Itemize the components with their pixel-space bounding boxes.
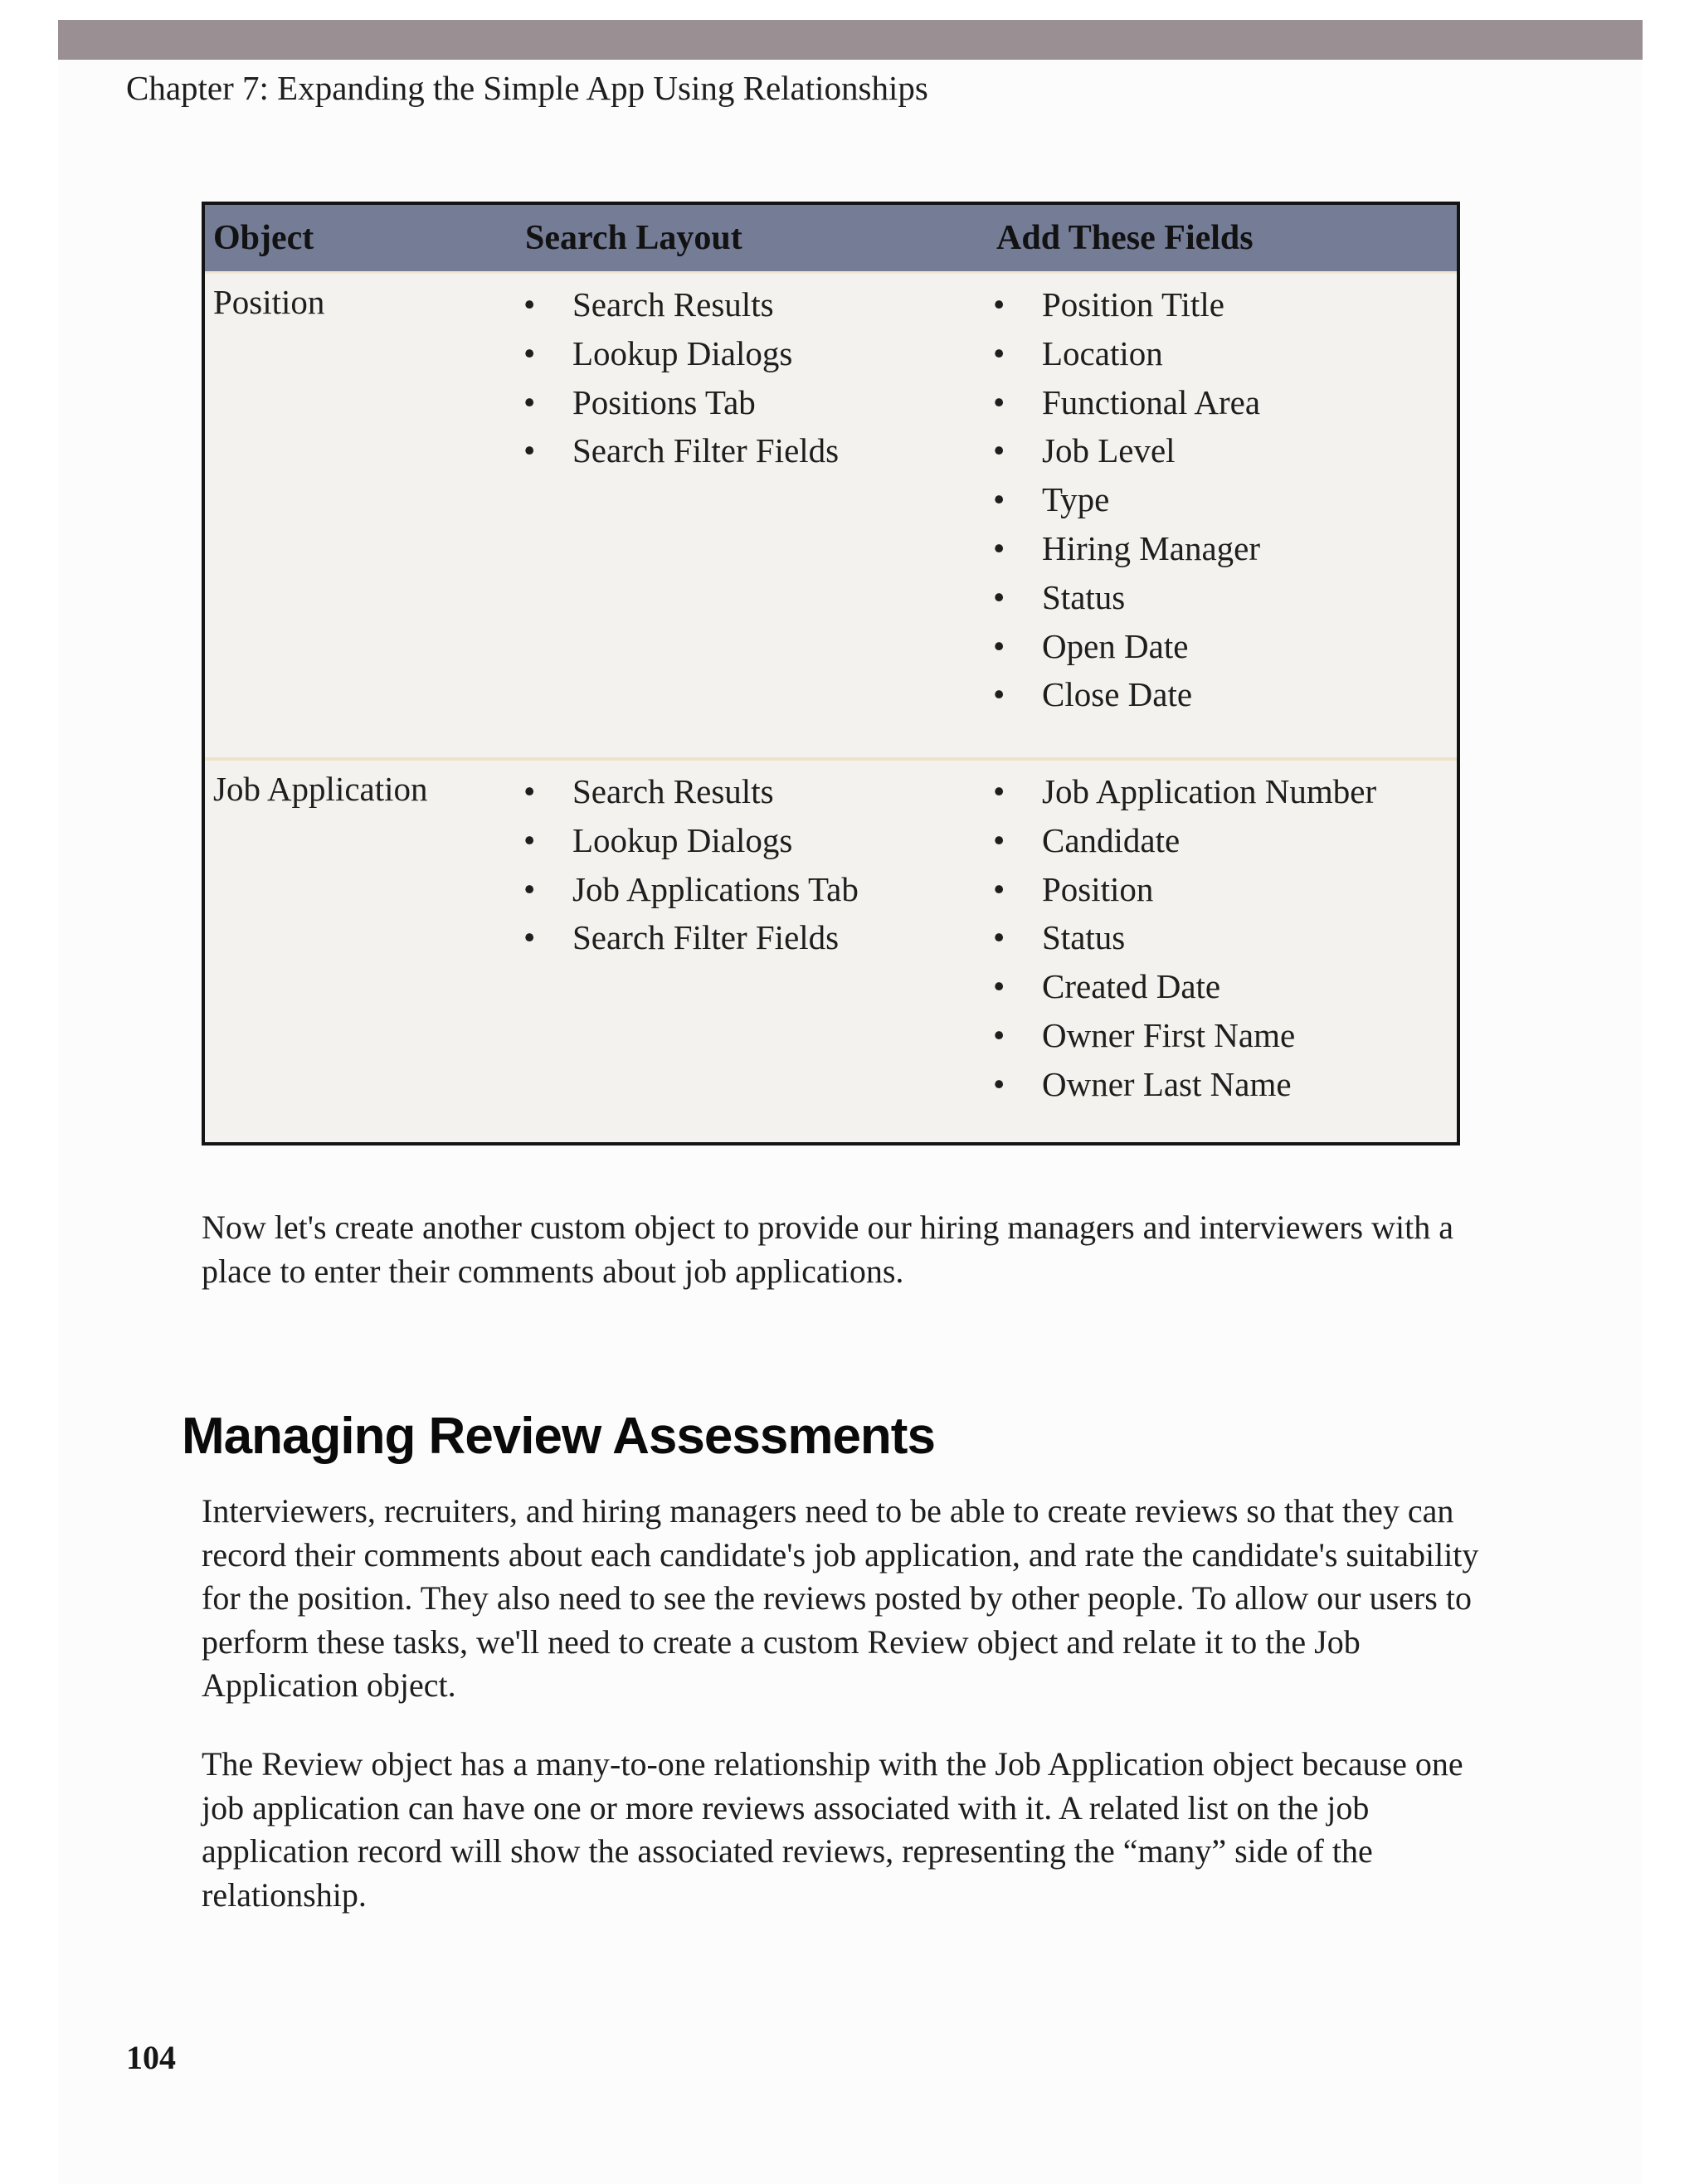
list-item-text: Job Application Number: [1042, 772, 1377, 810]
list-item-text: Job Level: [1042, 431, 1176, 470]
bullet-icon: •: [993, 577, 1005, 616]
list-item-text: Position: [1042, 869, 1154, 908]
list-item: [991, 475, 1260, 524]
list-item-text: Search Filter Fields: [572, 918, 840, 957]
bullet-icon: •: [993, 967, 1005, 1006]
list-item-text: Search Results: [572, 772, 774, 810]
bullet-icon: •: [993, 772, 1005, 810]
list-item: [991, 767, 1376, 816]
table-header-object: Object: [213, 219, 314, 257]
list-item-text: Search Filter Fields: [572, 431, 840, 470]
list-item-text: Job Applications Tab: [572, 869, 859, 908]
section-heading: Managing Review Assessments: [182, 1408, 935, 1465]
list-item: [991, 524, 1260, 573]
list-item-text: Functional Area: [1042, 382, 1261, 421]
list-item-text: Candidate: [1042, 820, 1181, 859]
bullet-icon: •: [523, 820, 536, 859]
list-item: [521, 426, 839, 475]
fields-list: [991, 767, 1376, 1109]
list-item: [991, 329, 1260, 378]
bullet-icon: •: [523, 333, 536, 372]
body-paragraph: The Review object has a many-to-one relationship with the Job Application object because one job application can have one or more reviews associated with it. A related list on the job application record will show the associated reviews, representing the “many” side of the relationship.: [202, 1745, 1463, 1914]
list-item-text: Positions Tab: [572, 382, 756, 421]
list-item-text: Status: [1042, 918, 1126, 957]
search-layout-list: [521, 280, 839, 475]
intro-paragraph: Now let's create another custom object to provide our hiring managers and interviewers with a place to enter their comments about job applications.: [202, 1209, 1453, 1290]
bullet-icon: •: [523, 431, 536, 470]
bullet-icon: •: [523, 772, 536, 810]
body-paragraph: Interviewers, recruiters, and hiring managers need to be able to create reviews so that they can record their comments about each candidate's job application, and rate the candidate's suitability for the position. They also need to see the reviews posted by other people. To allow our users to perform these tasks, we'll need to create a custom Review object and relate it to the Job Application object.: [202, 1492, 1479, 1704]
list-item-text: Lookup Dialogs: [572, 333, 793, 372]
list-item-text: Location: [1042, 333, 1163, 372]
list-item: [521, 378, 839, 427]
bullet-icon: •: [993, 626, 1005, 665]
search-layout-list: [521, 767, 859, 962]
list-item: [521, 865, 859, 914]
list-item-text: Position Title: [1042, 285, 1224, 323]
bullet-icon: •: [993, 382, 1005, 421]
object-cell: Position: [213, 283, 325, 321]
table-row: [205, 761, 1457, 1142]
list-item-text: Owner First Name: [1042, 1015, 1296, 1054]
list-item-text: Status: [1042, 577, 1126, 616]
list-item-text: Owner Last Name: [1042, 1064, 1292, 1103]
list-item: [991, 913, 1376, 962]
list-item-text: Open Date: [1042, 626, 1189, 665]
list-item: [521, 329, 839, 378]
table-row: [205, 274, 1457, 761]
table-header-search-layout: Search Layout: [525, 219, 742, 257]
bullet-icon: •: [993, 1015, 1005, 1054]
bullet-icon: •: [993, 675, 1005, 714]
list-item-text: Type: [1042, 480, 1110, 519]
list-item: [991, 622, 1260, 671]
bullet-icon: •: [523, 382, 536, 421]
bullet-icon: •: [993, 285, 1005, 323]
list-item: [991, 670, 1260, 719]
bullet-icon: •: [993, 528, 1005, 567]
list-item: [521, 816, 859, 865]
search-layout-table: [202, 202, 1460, 1146]
bullet-icon: •: [993, 869, 1005, 908]
list-item-text: Search Results: [572, 285, 774, 323]
bullet-icon: •: [523, 918, 536, 957]
table-header-row: [205, 205, 1457, 274]
bullet-icon: •: [993, 431, 1005, 470]
bullet-icon: •: [993, 1064, 1005, 1103]
list-item: [991, 1011, 1376, 1060]
list-item: [991, 426, 1260, 475]
object-cell: Job Application: [213, 770, 428, 808]
list-item: [991, 280, 1260, 329]
list-item: [521, 767, 859, 816]
table-header-add-fields: Add These Fields: [996, 219, 1254, 257]
list-item-text: Lookup Dialogs: [572, 820, 793, 859]
running-head: Chapter 7: Expanding the Simple App Using Relationships: [126, 69, 928, 107]
list-item: [991, 865, 1376, 914]
list-item-text: Close Date: [1042, 675, 1193, 714]
list-item: [991, 816, 1376, 865]
bullet-icon: •: [993, 820, 1005, 859]
header-bar: [58, 20, 1643, 60]
bullet-icon: •: [993, 918, 1005, 957]
list-item: [521, 913, 859, 962]
bullet-icon: •: [993, 333, 1005, 372]
bullet-icon: •: [993, 480, 1005, 519]
list-item: [991, 378, 1260, 427]
list-item: [521, 280, 839, 329]
list-item-text: Created Date: [1042, 967, 1221, 1006]
bullet-icon: •: [523, 869, 536, 908]
list-item: [991, 573, 1260, 622]
list-item: [991, 1060, 1376, 1109]
list-item: [991, 962, 1376, 1011]
list-item-text: Hiring Manager: [1042, 528, 1260, 567]
page-number: 104: [126, 2039, 176, 2076]
bullet-icon: •: [523, 285, 536, 323]
fields-list: [991, 280, 1260, 719]
